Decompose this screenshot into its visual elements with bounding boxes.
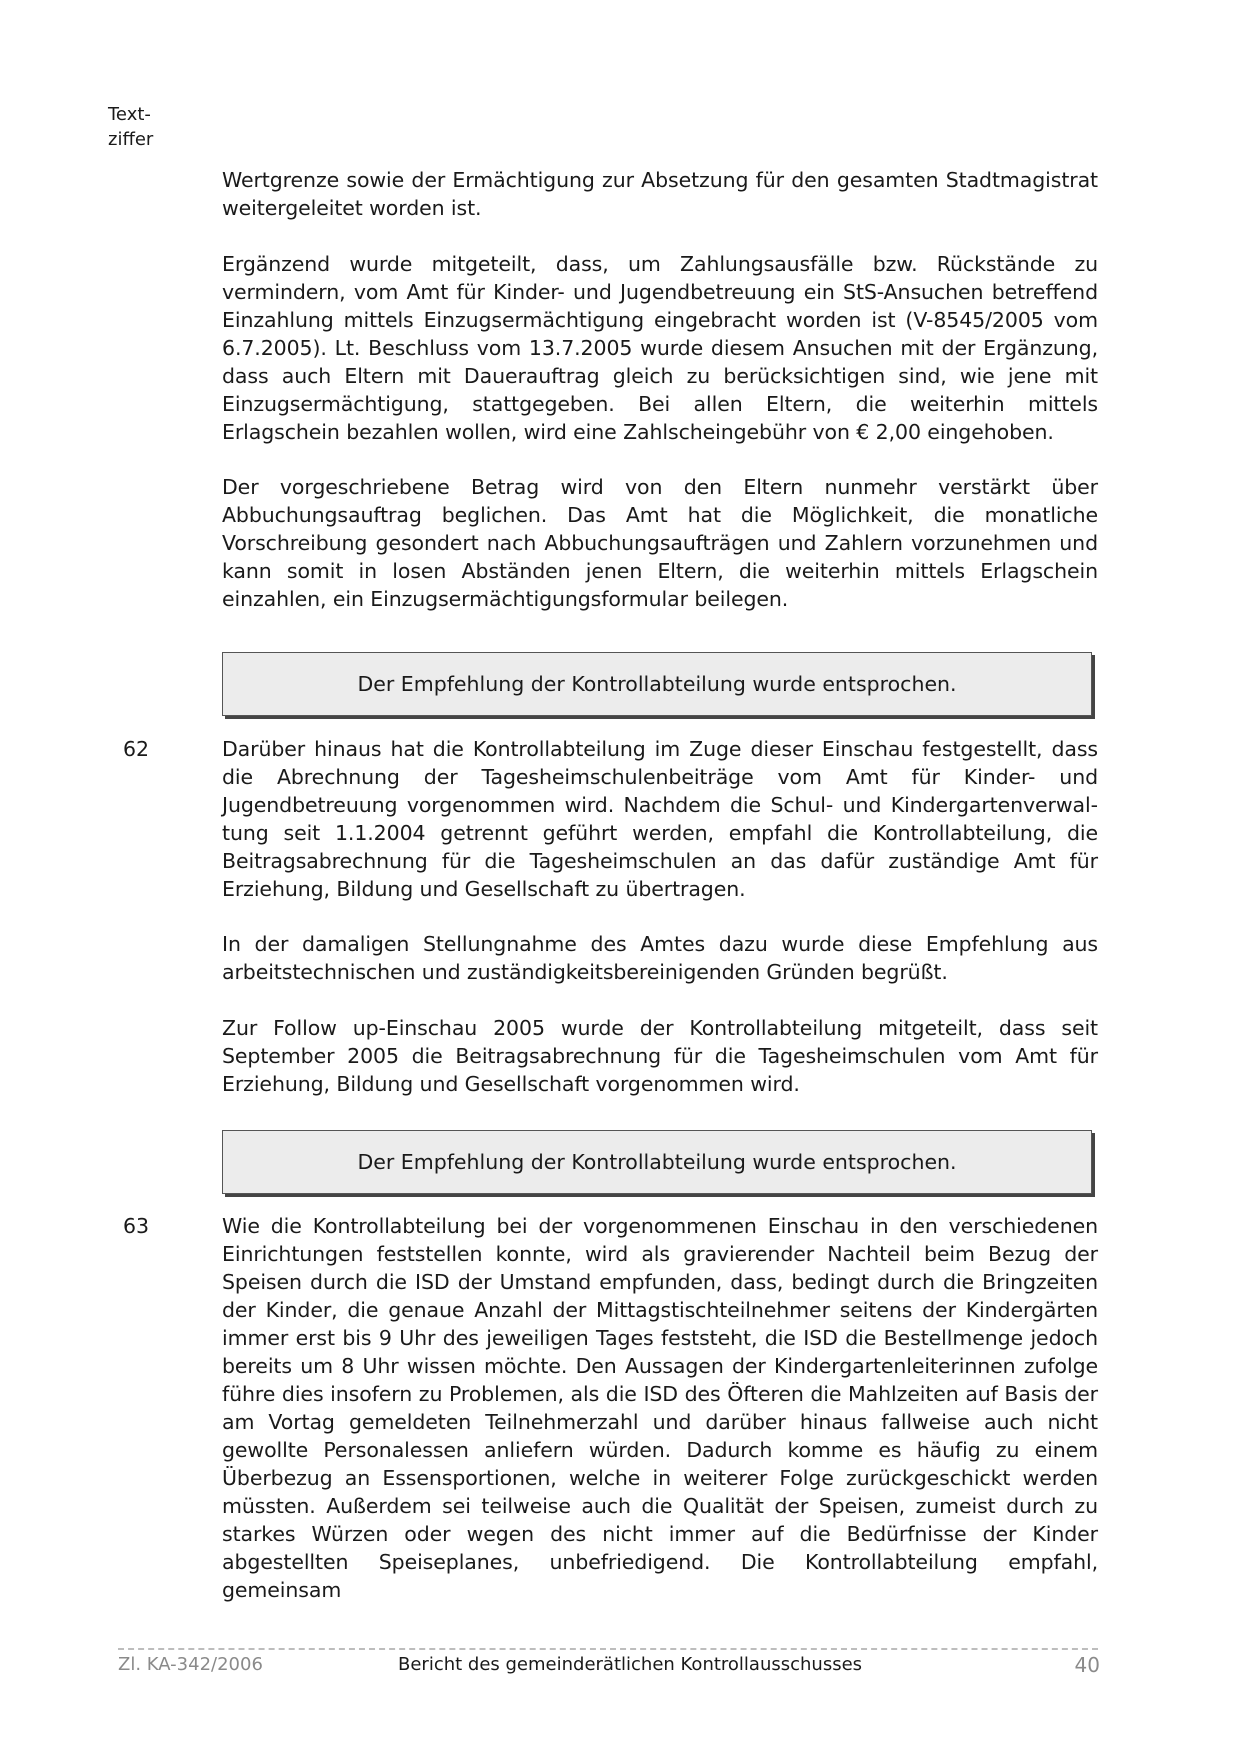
paragraph: Wie die Kontrollabteilung bei der vorgenommenen Einschau in den verschiedenen Einrichtungen feststellen konnte, wird als gravierender Nachteil beim Bezug der Speisen durch die ISD der Umstand empfunden, dass, bedingt durch die Bringzeiten der Kinder, die genaue Anzahl der Mittagstischteilnehmer seitens der Kindergärten immer erst bis 9 Uhr des jeweiligen Tages feststeht, die ISD die Bestellmenge jedoch bereits um 8 Uhr wissen möchte. Den Aussagen der Kindergartenleiterinnen zufolge führe dies insofern zu Problemen, als die ISD des Öfteren die Mahlzeiten auf Basis der am Vortag gemeldeten Teilnehmerzahl und darüber hinaus fallweise auch nicht gewollte Personalessen anliefern würden. Dadurch komme es häufig zu einem Überbezug an Essensportionen, welche in weiterer Folge zurückgeschickt werden müssten. Außerdem sei teilweise auch die Qualität der Speisen, zumeist durch zu starkes Würzen oder wegen des nicht immer auf die Bedürfnisse der Kinder abgestellten Speiseplanes, unbefriedigend. Die Kontrollabteilung empfahl, gemeinsam xyxy=(222,1214,1098,1602)
paragraph: Wertgrenze sowie der Ermächtigung zur Absetzung für den gesamten Stadtmagistrat weitergeleitet worden ist. xyxy=(222,168,1098,220)
paragraph-number: 62 xyxy=(123,737,150,761)
paragraph: Darüber hinaus hat die Kontrollabteilung im Zuge dieser Einschau festgestellt, dass die Abrechnung der Tagesheimschulenbeiträge vom Amt für Kinder- und Jugendbetreuung vorgenommen wird. Nachdem die Schul- und Kindergartenverwaltung seit 1.1.2004 getrennt geführt werden, empfahl die Kontrollabteilung, die Beitragsabrechnung für die Tagesheimschulen an das dafür zuständige Amt für Erziehung, Bildung und Gesellschaft zu übertragen. xyxy=(222,737,1098,901)
margin-label-line-1: Text- xyxy=(108,104,151,125)
recommendation-status-box: Der Empfehlung der Kontrollabteilung wurde entsprochen. xyxy=(222,652,1092,716)
margin-label-textziffer xyxy=(108,102,198,152)
footer-divider xyxy=(118,1648,1098,1650)
recommendation-status-box: Der Empfehlung der Kontrollabteilung wurde entsprochen. xyxy=(222,1130,1092,1194)
paragraph: Der vorgeschriebene Betrag wird von den Eltern nunmehr verstärkt über Abbuchungsauftrag beglichen. Das Amt hat die Möglichkeit, die monatliche Vorschreibung gesondert nach Abbuchungsaufträgen und Zahlern vorzunehmen und kann somit in losen Abständen jenen Eltern, die weiterhin mittels Erlagschein einzahlen, ein Einzugsermächtigungsformular beilegen. xyxy=(222,475,1098,611)
paragraph: Zur Follow up-Einschau 2005 wurde der Kontrollabteilung mitgeteilt, dass seit September 2005 die Beitragsabrechnung für die Tagesheimschulen vom Amt für Erziehung, Bildung und Gesellschaft vorgenommen wird. xyxy=(222,1016,1098,1096)
paragraph: Ergänzend wurde mitgeteilt, dass, um Zahlungsausfälle bzw. Rückstände zu vermindern, vom Amt für Kinder- und Jugendbetreuung ein StS-Ansuchen betreffend Einzahlung mittels Einzugsermächtigung eingebracht worden ist (V-8545/2005 vom 6.7.2005). Lt. Beschluss vom 13.7.2005 wurde diesem Ansuchen mit der Ergänzung, dass auch Eltern mit Dauerauftrag gleich zu berücksichtigen sind, wie jene mit Einzugsermächtigung, stattgegeben. Bei allen Eltern, die weiterhin mittels Erlagschein bezahlen wollen, wird eine Zahlscheingebühr von € 2,00 eingehoben. xyxy=(222,252,1098,444)
paragraph-number: 63 xyxy=(123,1214,150,1238)
margin-label-line-2: ziffer xyxy=(108,129,154,150)
paragraph: In der damaligen Stellungnahme des Amtes dazu wurde diese Empfehlung aus arbeitstechnischen und zuständigkeitsbereinigenden Gründen begrüßt. xyxy=(222,932,1098,984)
page-number: 40 xyxy=(1074,1653,1100,1677)
footer-title: Bericht des gemeinderätlichen Kontrollausschusses xyxy=(398,1654,863,1675)
footer-reference: Zl. KA-342/2006 xyxy=(118,1654,263,1675)
